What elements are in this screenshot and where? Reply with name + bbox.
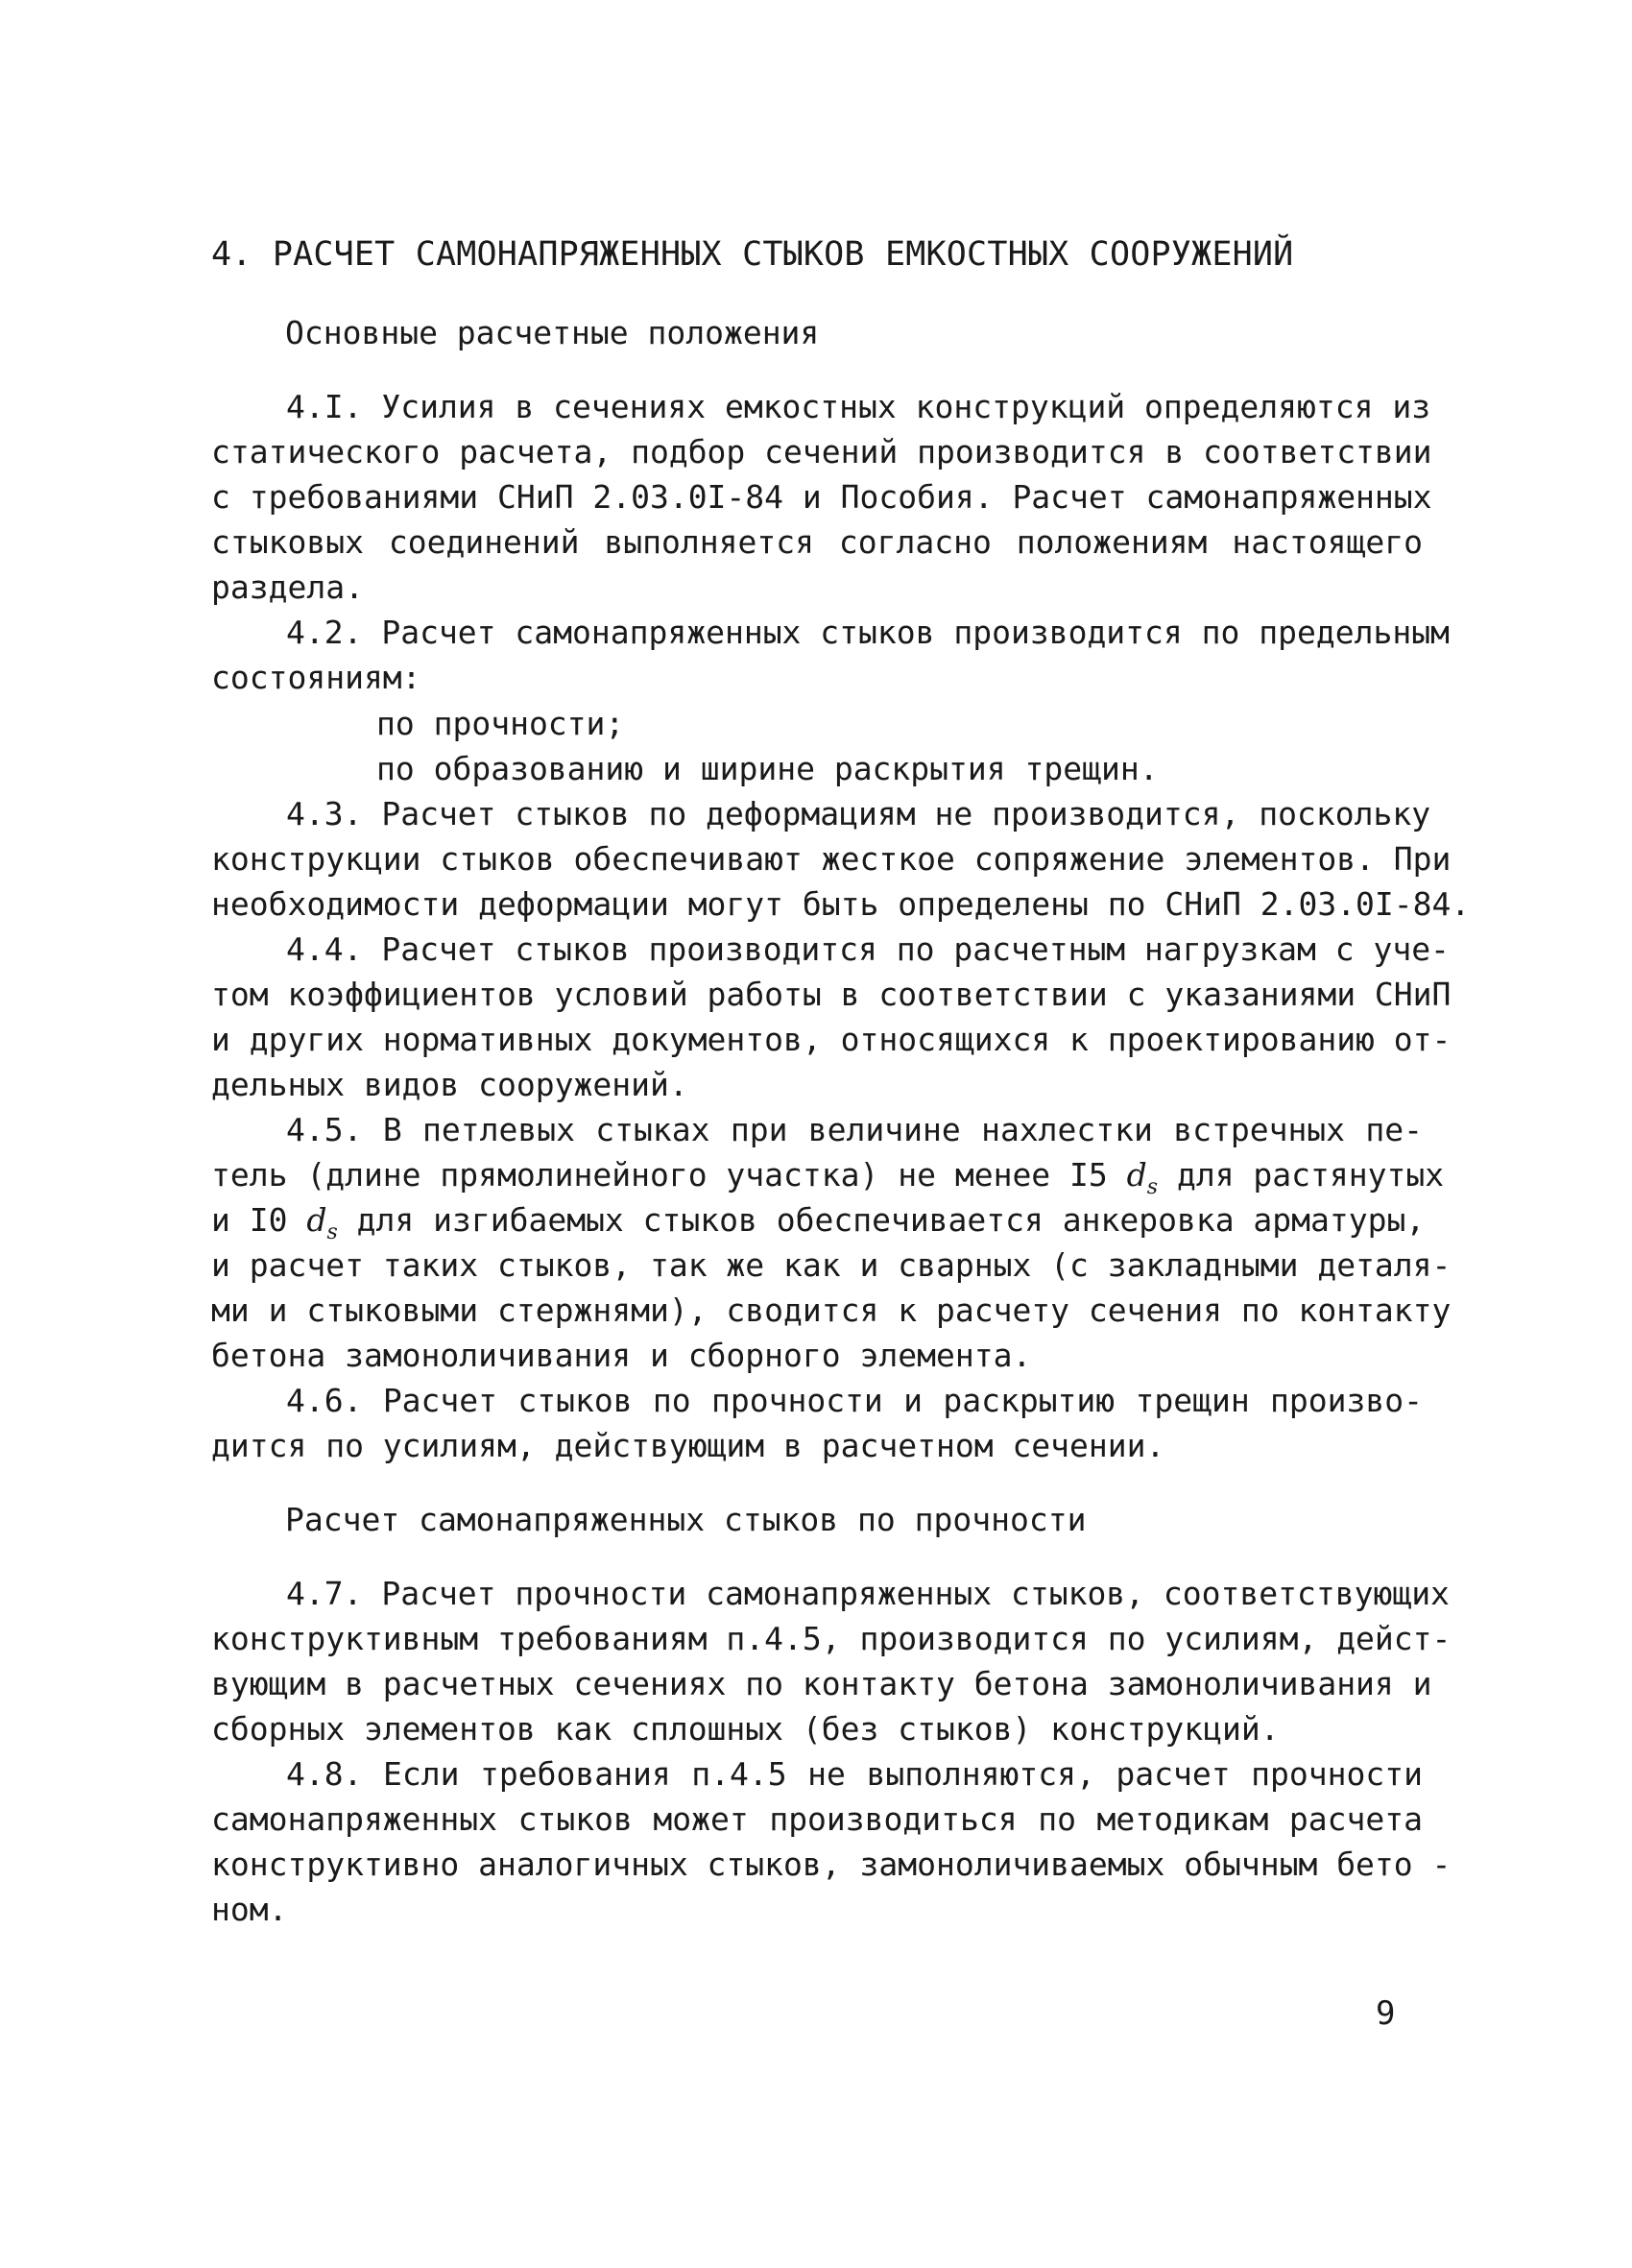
text-line: необходимости деформации могут быть определены по СНиП 2.03.0I-84. — [211, 885, 1471, 923]
text-fragment: тель (длине прямолинейного участка) не менее I5 — [211, 1156, 1108, 1194]
text-line: 4.8. Если требования п.4.5 не выполняются, расчет прочности — [286, 1755, 1423, 1793]
text-line: состояниям: — [211, 659, 421, 696]
text-line: 4.6. Расчет стыков по прочности и раскрытию трещин произво- — [286, 1382, 1423, 1419]
formula-d-s: $d_s$ — [306, 1201, 338, 1244]
text-line: стыковых соединений выполняется согласно положениям настоящего — [211, 523, 1423, 561]
text-line: и других нормативных документов, относящихся к проектированию от- — [211, 1021, 1452, 1058]
text-line: самонапряженных стыков может производиться по методикам расчета — [211, 1800, 1423, 1838]
subheading-strength-calculation: Расчет самонапряженных стыков по прочности — [285, 1501, 1087, 1538]
text-line: 4.5. В петлевых стыках при величине нахлестки встречных пе- — [286, 1111, 1423, 1148]
text-line: дельных видов сооружений. — [211, 1066, 688, 1103]
text-line: вующим в расчетных сечениях по контакту бетона замоноличивания и — [211, 1665, 1432, 1702]
text-line: 4.2. Расчет самонапряженных стыков производится по предельным — [286, 614, 1450, 651]
text-line: раздела. — [211, 568, 364, 606]
section-heading: 4. РАСЧЕТ САМОНАПРЯЖЕННЫХ СТЫКОВ ЕМКОСТНЫХ СООРУЖЕНИЙ — [211, 235, 1294, 274]
text-line: и расчет таких стыков, так же как и сварных (с закладными деталя- — [211, 1246, 1452, 1284]
list-item: по прочности; — [376, 705, 625, 742]
text-line: статического расчета, подбор сечений производится в соответствии — [211, 433, 1432, 470]
text-line: бетона замоноличивания и сборного элемента. — [211, 1337, 1032, 1374]
formula-d-s: $d_s$ — [1126, 1156, 1159, 1199]
text-line: дится по усилиям, действующим в расчетном сечении. — [211, 1427, 1165, 1464]
page-number: 9 — [1376, 1994, 1396, 2033]
text-line: 4.7. Расчет прочности самонапряженных стыков, соответствующих — [286, 1575, 1450, 1612]
text-line: с требованиями СНиП 2.03.0I-84 и Пособия. Расчет самонапряженных — [211, 478, 1432, 516]
text-line: том коэффициентов условий работы в соответствии с указаниями СНиП — [211, 976, 1452, 1013]
subheading-basic-provisions: Основные расчетные положения — [285, 314, 820, 351]
text-line: 4.I. Усилия в сечениях емкостных конструкций определяются из — [286, 388, 1431, 425]
text-fragment: для изгибаемых стыков обеспечивается анкеровка арматуры, — [356, 1201, 1426, 1239]
text-line: сборных элементов как сплошных (без стыков) конструкций. — [211, 1710, 1280, 1748]
text-line: ном. — [211, 1891, 288, 1928]
text-line: 4.4. Расчет стыков производится по расчетным нагрузкам с уче- — [286, 930, 1450, 968]
text-line: конструктивно аналогичных стыков, замоноличиваемых обычным бето - — [211, 1846, 1452, 1883]
text-fragment: и I0 — [211, 1201, 288, 1239]
text-line: конструкции стыков обеспечивают жесткое сопряжение элементов. При — [211, 840, 1452, 878]
list-item: по образованию и ширине раскрытия трещин. — [376, 750, 1159, 787]
text-line: ми и стыковыми стержнями), сводится к расчету сечения по контакту — [211, 1291, 1452, 1329]
text-line: 4.3. Расчет стыков по деформациям не производится, поскольку — [286, 795, 1431, 832]
text-fragment: для растянутых — [1176, 1156, 1445, 1194]
text-line: конструктивным требованиям п.4.5, производится по усилиям, дейст- — [211, 1620, 1452, 1657]
